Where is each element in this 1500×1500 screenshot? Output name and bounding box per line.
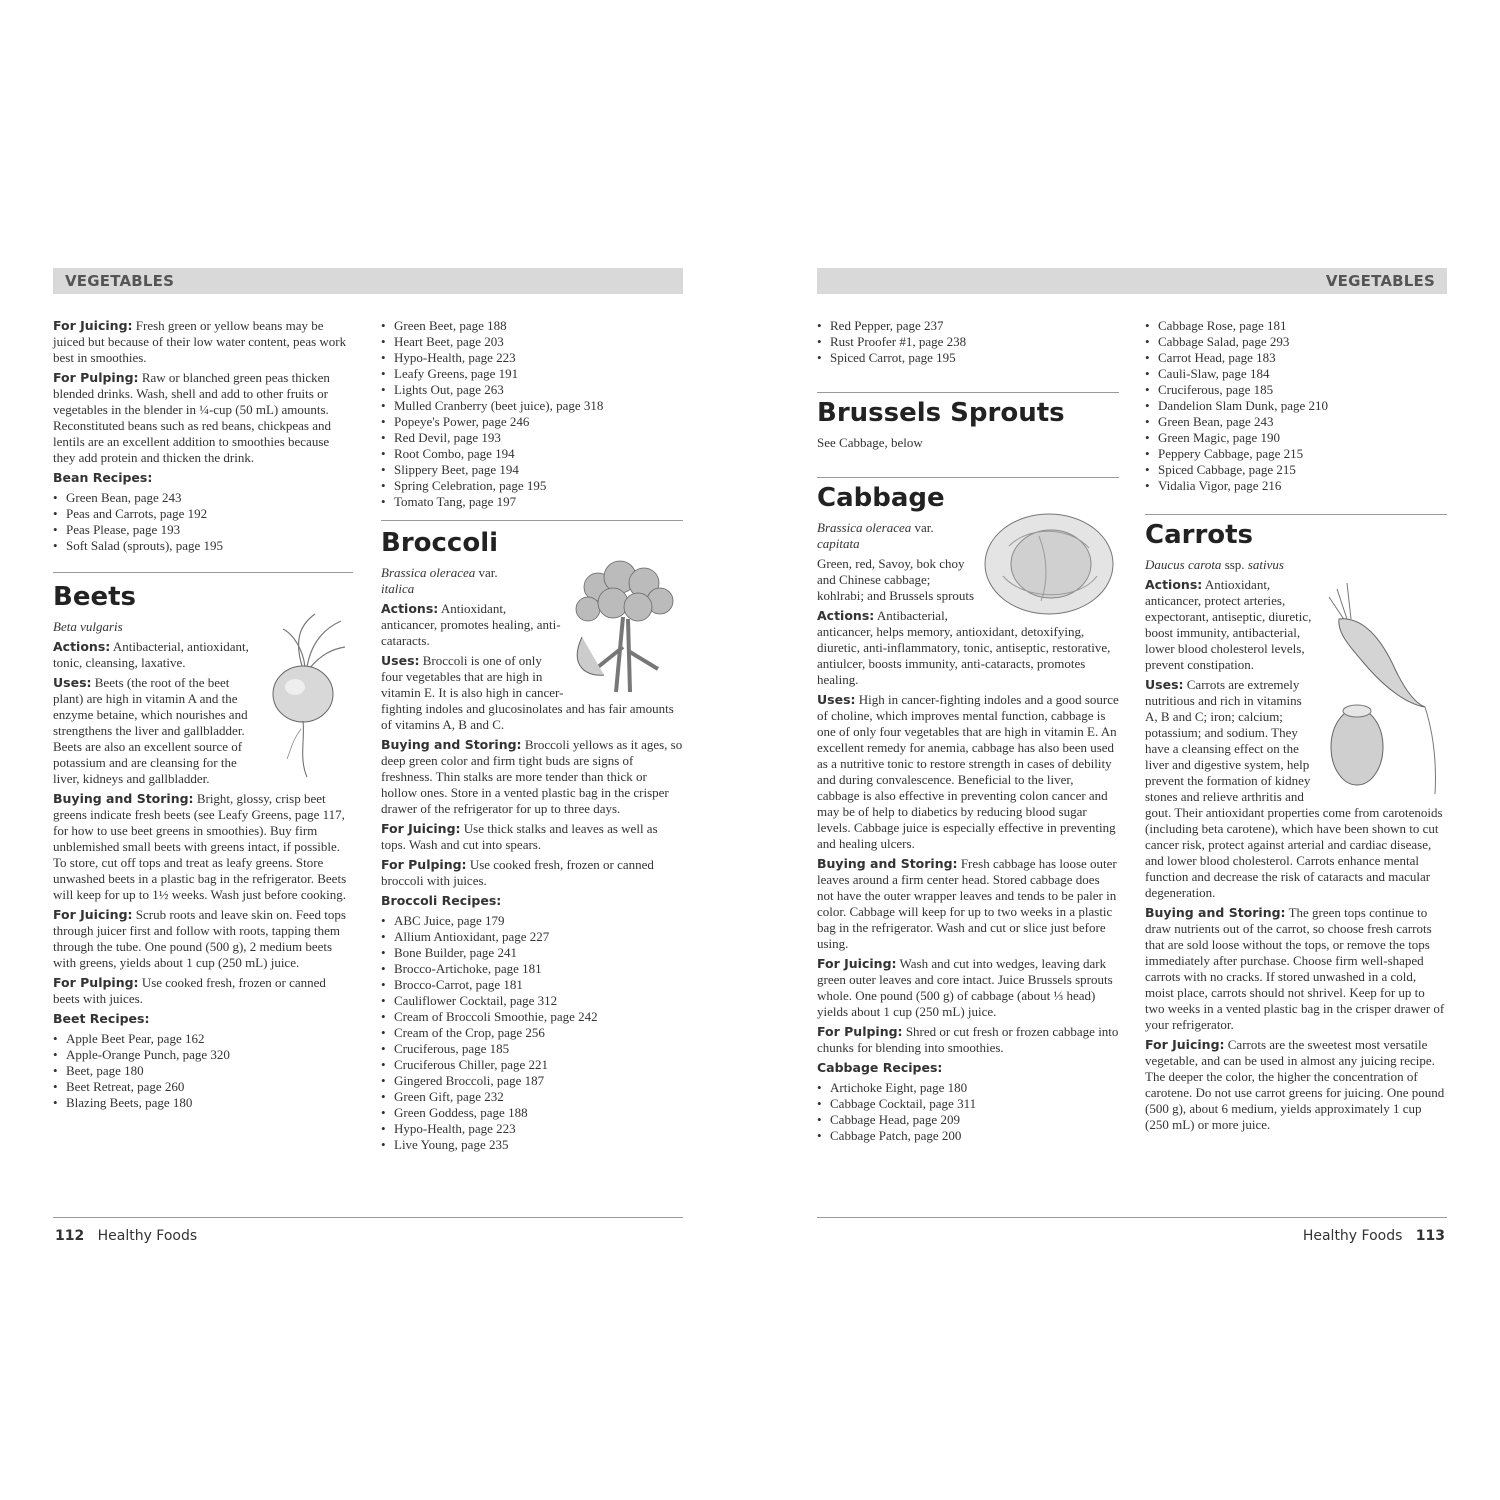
right-col-2 [1145,318,1447,1137]
beet-illustration [263,609,353,779]
broccoli-pulping: For Pulping: Use cooked fresh, frozen or canned broccoli with juices. [381,857,654,888]
brussels-title: Brussels Sprouts [817,398,1065,428]
list-item: • Cabbage Salad, page 293 [1145,334,1447,350]
list-item: • Green Bean, page 243 [53,490,353,506]
beets-juicing: For Juicing: Scrub roots and leave skin on. Feed tops through juicer first and follow with roots, tapping them through the tube. One pound (500 g), 2 medium beets with greens, yields about 1 cup (250 mL) juice. [53,907,346,970]
list-item: • Popeye's Power, page 246 [381,414,683,430]
list-item: • Cruciferous Chiller, page 221 [381,1057,683,1073]
cabbage-illustration [979,506,1119,618]
list-item: • Spring Celebration, page 195 [381,478,683,494]
list-item: • Cabbage Rose, page 181 [1145,318,1447,334]
cabbage-recipes-list [817,1080,1119,1144]
cabbage-buying: Buying and Storing: Fresh cabbage has loose outer leaves around a firm center head. Stored cabbage does not have the outer wrapper leaves and tends to be paler in color. Cabbage will keep for up to two weeks in a plastic bag in the refrigerator. Wash and cut or slice just before using. [817,856,1117,951]
left-header-title: VEGETABLES [65,272,175,290]
cabbage-scientific-name: Brassica oleracea var. capitata [817,520,934,551]
list-item: • Peas Please, page 193 [53,522,353,538]
list-item: • Gingered Broccoli, page 187 [381,1073,683,1089]
carrots-buying: Buying and Storing: The green tops continue to draw nutrients out of the carrot, so choose fresh carrots that are sold loose without the tops, or remove the tops immediately after purchase. Choose firm well-shaped carrots with no cracks. If stored unwashed in a cold, moist place, carrots should not shrivel. Keep for up to two weeks in a vented plastic bag in the crisper drawer of your refrigerator. [1145,905,1445,1032]
list-item: • Hypo-Health, page 223 [381,1121,683,1137]
list-item: • Root Combo, page 194 [381,446,683,462]
beets-buying: Buying and Storing: Bright, glossy, crisp beet greens indicate fresh beets (see Leafy Greens, page 117, for how to use beet greens in smoothies). Buy firm unblemished small beets with greens intact, if possible. To store, cut off tops and treat as leafy greens. Store unwashed beets in a plastic bag in the refrigerator. Beets will keep for up to 1½ weeks. Wash just before cooking. [53,791,347,902]
cabbage-uses: Uses: High in cancer-fighting indoles and a good source of choline, which improves mental function, cabbage is one of only four vegetables that are high in vitamin E. An excellent remedy for anemia, cabbage has also been used as a nutritive tonic to restore strength in cases of debility and during convalescence. Beneficial to the liver, cabbage is also effective in preventing colon cancer and may be of help to diabetics by reducing blood sugar levels. Cabbage juice is especially effective in preventing and healing ulcers. [817,692,1119,851]
list-item: • Cruciferous, page 185 [1145,382,1447,398]
section-divider [381,520,683,521]
list-item: • Live Young, page 235 [381,1137,683,1153]
broccoli-recipes-label: Broccoli Recipes: [381,893,502,908]
broccoli-title: Broccoli [381,528,499,558]
cabbage-actions: Actions: Antibacterial, anticancer, helps memory, antioxidant, detoxifying, diuretic, anti-inflammatory, tonic, antiseptic, restorative, antiulcer, boosts immunity, anti-cataracts, promotes healing. [817,608,1111,687]
broccoli-juicing: For Juicing: Use thick stalks and leaves as well as tops. Wash and cut into spears. [381,821,658,852]
right-footer [1303,1228,1445,1244]
section-divider [53,572,353,573]
list-item: • Cabbage Patch, page 200 [817,1128,1119,1144]
list-item: • Brocco-Carrot, page 181 [381,977,683,993]
list-item: • Cauliflower Cocktail, page 312 [381,993,683,1009]
cabbage-title: Cabbage [817,483,945,513]
list-item: • Blazing Beets, page 180 [53,1095,353,1111]
list-item: • Brocco-Artichoke, page 181 [381,961,683,977]
left-col-2 [381,318,683,1155]
beans-juicing: For Juicing: Fresh green or yellow beans may be juiced but because of their low water content, peas work best in smoothies. [53,318,347,365]
list-item: • Beet, page 180 [53,1063,353,1079]
list-item: • Slippery Beet, page 194 [381,462,683,478]
list-item: • ABC Juice, page 179 [381,913,683,929]
broccoli-illustration [568,557,683,697]
page-number: 113 [1415,1228,1445,1244]
list-item: • Dandelion Slam Dunk, page 210 [1145,398,1447,414]
broccoli-recipes-list [381,913,683,1153]
carrot-illustration [1317,579,1447,799]
list-item: • Soft Salad (sprouts), page 195 [53,538,353,554]
carrots-actions: Actions: Antioxidant, anticancer, protect arteries, expectorant, antiseptic, diuretic, boost immunity, antibacterial, lower blood cholesterol levels, prevent constipation. [1145,577,1312,672]
list-item: • Bone Builder, page 241 [381,945,683,961]
carrots-juicing: For Juicing: Carrots are the sweetest most versatile vegetable, and can be used in almost any juicing recipe. The deeper the color, the higher the concentration of carotene. Do not use carrot greens for juicing. One pound (500 g), about 6 medium, yields approximately 1 cup (250 mL) or more juice. [1145,1037,1445,1132]
section-divider [817,477,1119,478]
cabbage-recipes-continued [1145,318,1447,494]
bean-recipes-list [53,490,353,554]
list-item: • Peppery Cabbage, page 215 [1145,446,1447,462]
list-item: • Hypo-Health, page 223 [381,350,683,366]
list-item: • Heart Beet, page 203 [381,334,683,350]
footer-title: Healthy Foods [97,1228,198,1244]
beets-scientific-name: Beta vulgaris [53,619,123,634]
list-item: • Lights Out, page 263 [381,382,683,398]
list-item: • Green Gift, page 232 [381,1089,683,1105]
list-item: • Mulled Cranberry (beet juice), page 318 [381,398,683,414]
list-item: • Rust Proofer #1, page 238 [817,334,1119,350]
carrots-title: Carrots [1145,520,1254,550]
section-divider [1145,514,1447,515]
left-header-bar [53,268,683,294]
list-item: • Cream of Broccoli Smoothie, page 242 [381,1009,683,1025]
list-item: • Apple-Orange Punch, page 320 [53,1047,353,1063]
list-item: • Cabbage Head, page 209 [817,1112,1119,1128]
beets-actions: Actions: Antibacterial, antioxidant, tonic, cleansing, laxative. [53,639,249,670]
broccoli-uses: Uses: Broccoli is one of only four vegetables that are high in vitamin E. It is also high in cancer-fighting indoles and glucosinolates and has fair amounts of vitamins A, B and C. [381,653,674,732]
beet-recipes-list [53,1031,353,1111]
right-header-bar [817,268,1447,294]
left-footer [55,1228,197,1244]
cabbage-types: Green, red, Savoy, bok choy and Chinese cabbage; kohlrabi; and Brussels sprouts [817,556,975,603]
bean-recipes-label: Bean Recipes: [53,470,153,485]
list-item: • Cabbage Cocktail, page 311 [817,1096,1119,1112]
beets-title: Beets [53,582,136,612]
list-item: • Cauli-Slaw, page 184 [1145,366,1447,382]
list-item: • Vidalia Vigor, page 216 [1145,478,1447,494]
list-item: • Spiced Carrot, page 195 [817,350,1119,366]
list-item: • Green Magic, page 190 [1145,430,1447,446]
broccoli-actions: Actions: Antioxidant, anticancer, promotes healing, anti-cataracts. [381,601,561,648]
list-item: • Peas and Carrots, page 192 [53,506,353,522]
carrots-uses: Uses: Carrots are extremely nutritious and rich in vitamins A, B and C; iron; calcium; potassium; and sodium. They have a cleansing effect on the liver and digestive system, help prevent the formation of kidney stones and relieve arthritis and gout. Their antioxidant properties come from carotenoids (including beta carotene), which have been shown to cut cancer risk, protect against arterial and cardiac disease, and lower blood cholesterol. Carrots enhance mental function and decrease the risk of cataracts and macular degeneration. [1145,677,1443,900]
list-item: • Red Devil, page 193 [381,430,683,446]
list-item: • Cream of the Crop, page 256 [381,1025,683,1041]
list-item: • Leafy Greens, page 191 [381,366,683,382]
beets-uses: Uses: Beets (the root of the beet plant) are high in vitamin A and the enzyme betaine, which nourishes and strengthens the liver and gallbladder. Beets are also an excellent source of potassium and are cleansing for the liver, kidneys and gallbladder. [53,675,248,786]
beet-recipes-continued [381,318,683,510]
list-item: • Tomato Tang, page 197 [381,494,683,510]
brussels-see-cabbage: See Cabbage, below [817,435,923,450]
cabbage-pulping: For Pulping: Shred or cut fresh or frozen cabbage into chunks for blending into smoothies. [817,1024,1119,1055]
cabbage-recipes-label: Cabbage Recipes: [817,1060,943,1075]
left-footer-rule [53,1217,683,1218]
list-item: • Green Bean, page 243 [1145,414,1447,430]
list-item: • Apple Beet Pear, page 162 [53,1031,353,1047]
list-item: • Green Beet, page 188 [381,318,683,334]
beets-pulping: For Pulping: Use cooked fresh, frozen or canned beets with juices. [53,975,326,1006]
broccoli-buying: Buying and Storing: Broccoli yellows as it ages, so deep green color and firm tight buds are signs of freshness. Thin stalks are more tender than thick or hollow ones. Store in a vented plastic bag in the crisper drawer of the refrigerator for up to three days. [381,737,683,816]
list-item: • Beet Retreat, page 260 [53,1079,353,1095]
previous-recipes-list [817,318,1119,366]
list-item: • Green Goddess, page 188 [381,1105,683,1121]
list-item: • Allium Antioxidant, page 227 [381,929,683,945]
cabbage-juicing: For Juicing: Wash and cut into wedges, leaving dark green outer leaves and core intact. Juice Brussels sprouts whole. One pound (500 g) of cabbage (about ⅓ head) yields about 1 cup (250 mL) juice. [817,956,1113,1019]
right-col-1 [817,318,1119,1146]
broccoli-scientific-name: Brassica oleracea var. italica [381,565,498,596]
list-item: • Spiced Cabbage, page 215 [1145,462,1447,478]
left-col-1 [53,318,353,1113]
list-item: • Cruciferous, page 185 [381,1041,683,1057]
section-divider [817,392,1119,393]
list-item: • Artichoke Eight, page 180 [817,1080,1119,1096]
list-item: • Carrot Head, page 183 [1145,350,1447,366]
page-number: 112 [55,1228,85,1244]
footer-title: Healthy Foods [1302,1228,1403,1244]
list-item: • Red Pepper, page 237 [817,318,1119,334]
right-footer-rule [817,1217,1447,1218]
right-header-title: VEGETABLES [1325,272,1435,290]
beet-recipes-label: Beet Recipes: [53,1011,150,1026]
beans-pulping: For Pulping: Raw or blanched green peas thicken blended drinks. Wash, shell and add to other fruits or vegetables in the blender in ¼-cup (50 mL) amounts. Reconstituted beans such as red beans, chickpeas and lentils are an excellent addition to smoothies because they add protein and thicken the drink. [53,370,331,465]
carrots-scientific-name: Daucus carota ssp. sativus [1145,557,1284,572]
